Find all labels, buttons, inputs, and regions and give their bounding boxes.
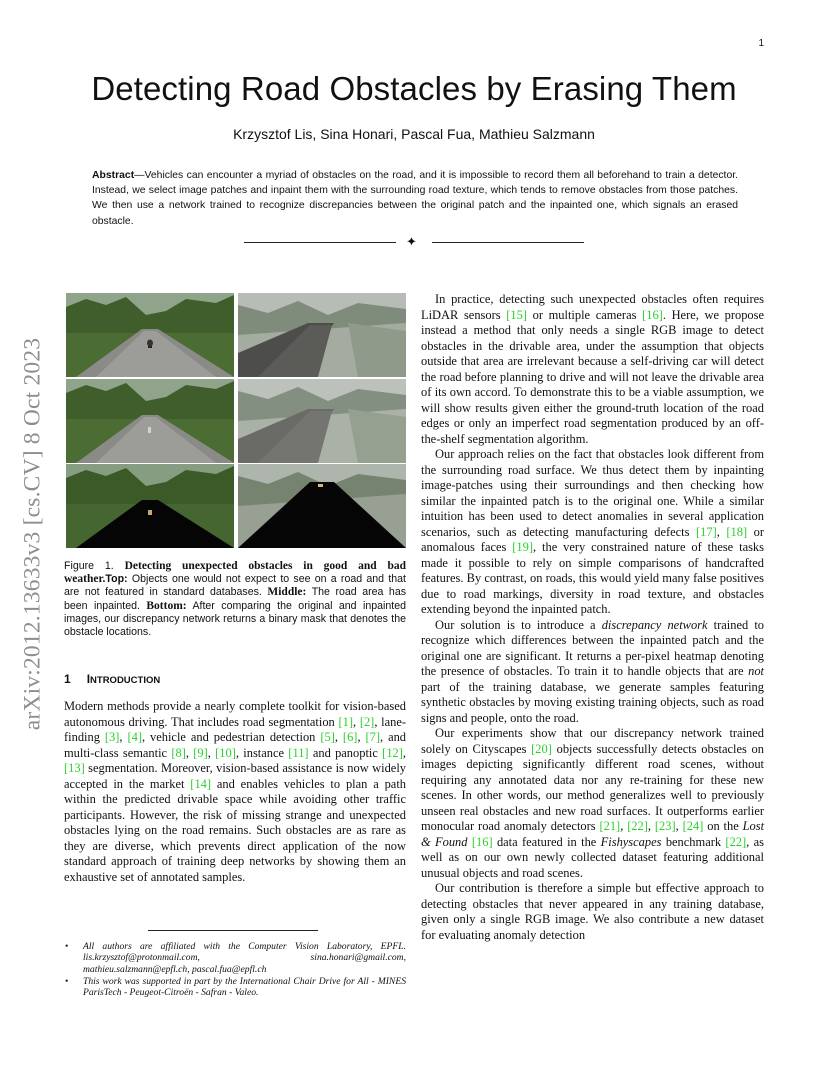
text-run: segmentation. Moreover, vision-based assistance is now widely accepted in the market	[64, 761, 406, 791]
citation-link[interactable]: [12]	[382, 745, 403, 760]
text-run: data featured in the	[492, 834, 601, 849]
figure-caption	[64, 560, 406, 639]
emphasis-text: Fishyscapes	[600, 834, 662, 849]
text-run: on the	[703, 819, 743, 833]
citation-link[interactable]: [9]	[193, 745, 208, 760]
footnote-rule	[148, 930, 318, 931]
figure-image-bottom-left	[66, 464, 234, 548]
divider-line-left	[244, 242, 396, 243]
citation-link[interactable]: [2]	[359, 714, 375, 729]
figure-caption-bottom-text: After comparing the original and inpainted images, our discrepancy network returns a binary mask that denotes the obstacle locations.	[64, 599, 406, 639]
citation-link[interactable]: [5]	[320, 730, 335, 744]
section-number: 1	[64, 672, 71, 686]
text-run: objects successfully detects obstacles on images depicting significantly different road scenes, without requiring any annotated data nor any re-training for these new scenes. In other words, our method generalizes well to previously unseen real obstacles and new road surfaces. It outperforms earlier monocular road anomaly detectors	[421, 741, 764, 833]
footnote-text: This work was supported in part by the International Chair Drive for All - MINES ParisTech - Peugeot-Citroën - Safran - Valeo.	[83, 975, 406, 999]
citation-link[interactable]: [11]	[288, 745, 309, 760]
text-run: ,	[620, 819, 628, 833]
abstract-dash: —	[134, 170, 145, 181]
citation-link[interactable]: [15]	[506, 307, 527, 322]
citation-link[interactable]: [20]	[531, 741, 552, 756]
text-run: In practice, detecting such unexpected obstacles often requires LiDAR sensors	[421, 292, 764, 322]
figure-label: Figure 1.	[64, 560, 114, 572]
figure-image-top-right	[238, 293, 406, 377]
text-run: , the very constrained nature of these tasks made it possible to rely on simple comparisons of handcrafted features. By contrast, on roads, this would yield many false positives due to road markings, diversity in road texture, and obstacles extending beyond the inpainted patch.	[421, 540, 764, 616]
citation-link[interactable]: [22]	[725, 834, 747, 849]
footnote-text: All authors are affiliated with the Computer Vision Laboratory, EPFL. lis.krzysztof@protonmail.com, sina.honari@gmail.com, mathieu.salzmann@epfl.ch, pascal.fua@epfl.ch	[83, 941, 406, 975]
citation-link[interactable]: [16]	[471, 834, 493, 849]
right-column-text	[421, 292, 764, 943]
footnote	[64, 941, 406, 975]
text-run: Our experiments show that our discrepancy network trained solely on Cityscapes	[421, 726, 764, 756]
emphasis-text: not	[748, 664, 764, 678]
paragraph	[421, 726, 764, 881]
abstract-text: Vehicles can encounter a myriad of obstacles on the road, and it is impossible to record them all beforehand to train a detector. Instead, we select image patches and inpaint them with the surrounding road texture, which tends to remove obstacles from those patches. We then use a network trained to recognize discrepancies between the original patch and the inpainted one, which signals an erased obstacle.	[92, 170, 738, 227]
section-heading	[64, 672, 160, 686]
text-run: , instance	[235, 745, 289, 760]
emphasis-text: Lost & Found	[421, 819, 765, 849]
text-run: ,	[334, 730, 343, 744]
arxiv-id: arXiv:2012.13633v3 [cs.CV] 8 Oct 2023	[19, 337, 46, 731]
citation-link[interactable]: [13]	[64, 761, 85, 775]
figure-image-middle-right	[238, 379, 406, 463]
figure-caption-bottom-label: Bottom:	[146, 599, 187, 612]
paragraph	[421, 881, 764, 943]
paper-authors: Krzysztof Lis, Sina Honari, Pascal Fua, Mathieu Salzmann	[233, 126, 595, 142]
text-run: ,	[353, 714, 360, 729]
text-run: ,	[675, 819, 683, 833]
text-run: Our approach relies on the fact that obstacles look different from the surrounding road surface. We thus detect them by inpainting image-patches using their surroundings and then checking how similar the inpainted patch is to the original one. While a similar intuition has been used to detect anomalies in several application scenarios, such as detecting manufacturing defects	[421, 447, 764, 539]
citation-link[interactable]: [17]	[696, 524, 717, 539]
text-run: benchmark	[661, 834, 726, 849]
figure-caption-middle-text: The road area has been inpainted.	[64, 586, 407, 612]
citation-link[interactable]: [14]	[190, 776, 212, 791]
paragraph	[421, 447, 764, 618]
citation-link[interactable]: [16]	[642, 307, 663, 322]
citation-link[interactable]: [1]	[338, 714, 353, 729]
abstract-label: Abstract	[92, 170, 135, 181]
citation-link[interactable]: [18]	[726, 524, 748, 539]
text-run: ,	[647, 819, 655, 833]
footnotes	[64, 941, 406, 999]
figure-caption-title: Detecting unexpected obstacles in good and bad weather.	[64, 560, 406, 586]
figure-caption-top-label: Top:	[105, 573, 128, 586]
section-title-rest: NTRODUCTION	[90, 675, 161, 686]
citation-link[interactable]: [3]	[104, 730, 120, 744]
figure-caption-middle-label: Middle:	[267, 586, 307, 599]
figure-image-top-left	[66, 293, 234, 377]
citation-link[interactable]: [4]	[127, 730, 142, 744]
figure-caption-top-text: Objects one would not expect to see on a road and that are not featured in standard databases.	[64, 573, 406, 599]
text-run: ,	[185, 745, 194, 760]
emphasis-text: discrepancy network	[601, 617, 708, 632]
paragraph	[64, 699, 406, 885]
text-run: Our contribution is therefore a simple but effective approach to detecting obstacles that never appeared in any training database, given only a single RGB image. We also contribute a new dataset for evaluating anomaly detection	[421, 881, 764, 942]
paper-title: Detecting Road Obstacles by Erasing Them	[91, 70, 737, 107]
text-run: or anomalous faces	[421, 524, 764, 554]
citation-link[interactable]: [6]	[342, 730, 358, 744]
text-run: ,	[207, 745, 216, 760]
divider-star-icon: ✦	[406, 234, 417, 249]
footnote-bullet-icon: •	[65, 941, 69, 952]
citation-link[interactable]: [21]	[599, 819, 621, 833]
paragraph	[421, 618, 764, 727]
figure-image-bottom-right	[238, 464, 406, 548]
text-run: ,	[119, 730, 128, 744]
divider-line-right	[432, 242, 584, 243]
left-column-text	[64, 699, 406, 885]
citation-link[interactable]: [10]	[215, 745, 236, 760]
citation-link[interactable]: [7]	[365, 730, 381, 744]
text-run: , lane-finding	[64, 714, 406, 744]
text-run: ,	[716, 524, 727, 539]
text-run: ,	[357, 730, 366, 744]
text-run: trained to recognize which differences between the inpainted patch and the original one are significant. It returns a per-pixel heatmap denoting the presence of obstacles. To train it to handle objects that are	[421, 617, 765, 678]
section-divider	[244, 234, 584, 249]
footnote	[64, 976, 406, 999]
text-run: , as well as on our own newly collected dataset featuring additional unusual objects and road scenes.	[421, 834, 764, 880]
page-number: 1	[758, 38, 764, 49]
text-run: and enables vehicles to plan a path within the predicted drivable space while avoiding other traffic participants. However, the risk of missing strange and unexpected obstacles lying on the road remains. Such obstacles are as rare as they are diverse, which prevents direct application of the now standard approach of training deep networks by showing them an exhaustive set of annotated samples.	[64, 776, 406, 884]
citation-link[interactable]: [23]	[654, 819, 676, 833]
text-run: Modern methods provide a nearly complete toolkit for vision-based autonomous driving. That includes road segmentation	[64, 699, 406, 729]
text-run: part of the training database, we generate samples featuring synthetic obstacles by moving existing training objects, such as road signs and people, onto the road.	[421, 679, 764, 725]
citation-link[interactable]: [22]	[627, 819, 648, 833]
text-run: ,	[402, 745, 407, 760]
text-run: or multiple cameras	[526, 307, 643, 322]
text-run: Our solution is to introduce a	[435, 617, 602, 632]
footnote-bullet-icon: •	[65, 975, 69, 987]
text-run: , vehicle and pedestrian detection	[141, 730, 321, 744]
paragraph	[421, 292, 764, 447]
abstract	[92, 168, 738, 229]
text-run: , and multi-class semantic	[64, 730, 407, 760]
citation-link[interactable]: [24]	[682, 819, 704, 833]
text-run: . Here, we propose instead a method that only needs a single RGB image to detect obstacles in the drivable area, under the assumption that objects outside that area are irrelevant because a self-driving car will detect the road before planning to drive and will not leave the drivable area of its own accord. To demonstrate this to be a viable assumption, we will show results given either the ground-truth location of the road edges or only an imperfect road segmentation produced by an off-the-shelf segmentation algorithm.	[421, 307, 764, 446]
figure-image-middle-left	[66, 379, 234, 463]
text-run: and panoptic	[308, 745, 383, 760]
arxiv-watermark	[16, 296, 50, 772]
citation-link[interactable]: [8]	[171, 745, 186, 760]
section-title-initial: I	[86, 672, 91, 686]
citation-link[interactable]: [19]	[512, 540, 533, 554]
